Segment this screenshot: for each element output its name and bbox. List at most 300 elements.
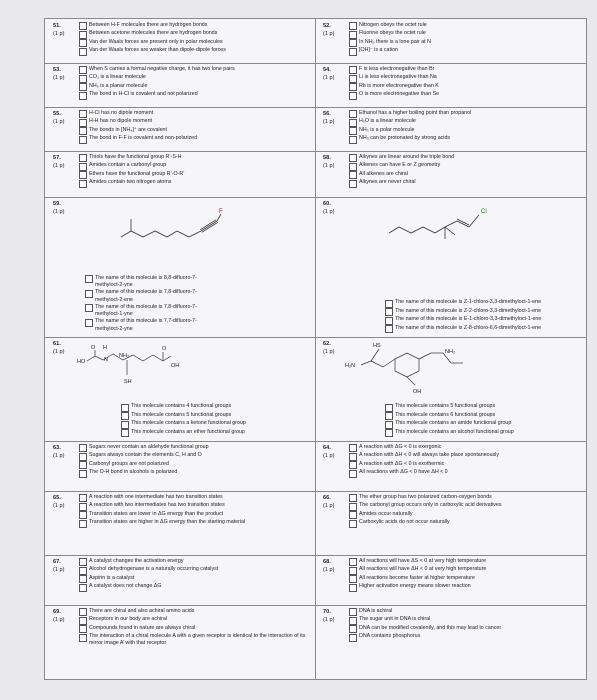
checkbox[interactable] (349, 154, 357, 162)
option-b[interactable] (349, 118, 582, 126)
checkbox[interactable] (79, 136, 87, 144)
checkbox[interactable] (349, 567, 357, 575)
checkbox[interactable] (85, 275, 93, 283)
option-a[interactable] (349, 494, 582, 502)
option-b[interactable] (79, 502, 311, 510)
question-row-55-56 (45, 107, 586, 152)
options-list (79, 66, 311, 100)
option-text: Alcohol dehydrogenase is a naturally occurring catalyst (89, 566, 219, 573)
option-text: The name of this molecule is 7,8-difluoro-7-methyloct-1-yne (95, 303, 197, 318)
option-text: All reactions with ΔG < 0 have ΔH < 0 (359, 469, 448, 476)
option-text: The bonds in [NH₄]⁺ are covalent (89, 126, 167, 133)
checkbox[interactable] (349, 92, 357, 100)
option-c[interactable] (79, 127, 311, 135)
checkbox[interactable] (349, 625, 357, 633)
checkbox[interactable] (349, 75, 357, 83)
checkbox[interactable] (349, 127, 357, 135)
option-c[interactable] (79, 39, 311, 47)
option-a[interactable] (79, 558, 311, 566)
option-a[interactable] (349, 110, 582, 118)
option-text: CO₂ is a linear molecule (89, 74, 146, 81)
question-number: 64. (323, 445, 331, 451)
option-text: Ethanol has a higher boiling point than propanol (359, 110, 472, 116)
checkbox[interactable] (121, 412, 129, 420)
option-b[interactable] (79, 74, 311, 82)
option-d[interactable] (79, 583, 311, 591)
checkbox[interactable] (79, 92, 87, 100)
options-list (79, 22, 311, 56)
option-a[interactable] (79, 110, 311, 118)
option-text: This molecule contains 4 functional groups (131, 403, 232, 410)
option-b[interactable] (79, 30, 311, 38)
label-nh2: NH₂ (445, 349, 456, 355)
option-text: A reaction with two intermediates has two transition states (89, 502, 225, 509)
options-list (85, 275, 215, 333)
checkbox[interactable] (79, 461, 87, 469)
checkbox[interactable] (349, 575, 357, 583)
option-text: A reaction with ΔG < 0 is exergonic (359, 444, 442, 450)
option-b[interactable] (79, 118, 311, 126)
option-d[interactable] (349, 179, 582, 187)
checkbox[interactable] (79, 520, 87, 528)
checkbox[interactable] (79, 453, 87, 461)
option-text: Van der Waals forces are present only in polar molecules (89, 38, 223, 45)
option-d[interactable] (349, 469, 582, 477)
option-a[interactable] (349, 154, 582, 162)
option-text: When S carries a formal negative charge, it has two lone pairs (89, 66, 235, 72)
options-list (79, 494, 311, 528)
question-52 (315, 19, 586, 63)
option-d[interactable] (349, 633, 582, 641)
question-points: (1 p) (323, 617, 335, 623)
option-c[interactable] (385, 420, 576, 428)
options-list (121, 403, 295, 437)
checkbox[interactable] (79, 608, 87, 616)
option-text: This molecule contains an alcohol functional group (395, 428, 514, 435)
option-text: A reaction with one intermediate has two transition states (89, 494, 223, 500)
option-text: Fluorine obeys the octet rule (359, 30, 426, 37)
options-list (349, 494, 582, 528)
checkbox[interactable] (79, 163, 87, 171)
molecule-structure-61 (75, 341, 225, 391)
checkbox[interactable] (85, 319, 93, 327)
atom-label-cl: Cl (481, 209, 487, 215)
option-c[interactable] (349, 461, 582, 469)
question-number: 62. (323, 341, 331, 347)
option-text: The name of this molecule is Z-8-chloro-6,6-dimethyloct-1-ene (395, 324, 542, 331)
checkbox[interactable] (85, 304, 93, 312)
question-57 (45, 151, 316, 197)
option-c[interactable] (79, 461, 311, 469)
option-text: This molecule contains a ketone functional group (131, 420, 246, 427)
question-65 (45, 491, 316, 555)
checkbox[interactable] (349, 22, 357, 30)
option-text: Ethers have the functional group R’-O-R’ (89, 170, 185, 177)
question-points: (1 p) (323, 349, 335, 355)
question-points: (1 p) (323, 31, 335, 37)
option-b[interactable] (85, 289, 215, 304)
question-number: 57. (53, 155, 61, 161)
checkbox[interactable] (85, 290, 93, 298)
checkbox[interactable] (385, 421, 393, 429)
option-text: All reactions become faster at higher temperature (359, 574, 476, 581)
option-d[interactable] (121, 429, 295, 437)
option-a[interactable] (385, 403, 576, 411)
checkbox[interactable] (79, 634, 87, 642)
checkbox[interactable] (349, 617, 357, 625)
options-list (385, 299, 546, 333)
option-c[interactable] (349, 127, 582, 135)
checkbox[interactable] (385, 412, 393, 420)
checkbox[interactable] (121, 429, 129, 437)
exam-sheet (44, 18, 587, 680)
label-hs: HS (373, 343, 381, 349)
question-67 (45, 555, 316, 605)
question-number: 60. (323, 201, 331, 207)
option-text: NH₃ can be protonated by strong acids (359, 135, 451, 142)
checkbox[interactable] (349, 461, 357, 469)
question-points: (1 p) (323, 163, 335, 169)
label-sh: SH (124, 379, 132, 385)
option-text: Transition states are lower in ΔG energy than the product (89, 510, 224, 517)
option-text: [OH]⁻ is a cation (359, 47, 399, 54)
option-b[interactable] (349, 74, 582, 82)
option-b[interactable] (79, 616, 311, 624)
option-text: A catalyst changes the activation energy (89, 558, 184, 564)
option-b[interactable] (349, 452, 582, 460)
option-b[interactable] (349, 616, 582, 624)
checkbox[interactable] (349, 558, 357, 566)
option-text: All alkenes are chiral (359, 170, 408, 177)
option-a[interactable] (349, 608, 582, 616)
question-61 (45, 337, 316, 441)
checkbox[interactable] (349, 634, 357, 642)
option-c[interactable] (79, 83, 311, 91)
checkbox[interactable] (349, 608, 357, 616)
option-c[interactable] (121, 420, 295, 428)
question-number: 51. (53, 23, 61, 29)
checkbox[interactable] (349, 511, 357, 519)
question-row-67-68 (45, 555, 586, 606)
question-points: (1 p) (53, 349, 65, 355)
question-number: 58. (323, 155, 331, 161)
option-d[interactable] (385, 325, 546, 333)
checkbox[interactable] (385, 300, 393, 308)
option-text: Sugars never contain an aldehyde functional group (89, 444, 209, 450)
option-c[interactable] (349, 625, 582, 633)
option-b[interactable] (385, 308, 546, 316)
option-b[interactable] (349, 30, 582, 38)
question-row-65-66 (45, 491, 586, 556)
checkbox[interactable] (79, 511, 87, 519)
option-b[interactable] (385, 412, 576, 420)
checkbox[interactable] (385, 308, 393, 316)
label-ho: HO (77, 359, 86, 365)
option-c[interactable] (349, 39, 582, 47)
question-points: (1 p) (53, 503, 65, 509)
option-c[interactable] (385, 316, 546, 324)
question-66 (315, 491, 586, 555)
question-row-51-52 (45, 19, 586, 64)
label-o-carbonyl: O (91, 345, 96, 351)
question-points: (1 p) (53, 617, 65, 623)
option-c[interactable] (349, 575, 582, 583)
question-number: 54. (323, 67, 331, 73)
option-text: The name of this molecule is Z-2-chloro-3,3-dimethyloct-1-ene (395, 307, 542, 314)
option-a[interactable] (79, 66, 311, 74)
label-oh: OH (413, 389, 422, 395)
question-points: (1 p) (323, 75, 335, 81)
option-text: Compounds found in nature are always chiral (89, 624, 196, 631)
option-a[interactable] (79, 22, 311, 30)
checkbox[interactable] (79, 66, 87, 74)
checkbox[interactable] (349, 66, 357, 74)
option-text: Between acetone molecules there are hydrogen bonds (89, 30, 218, 37)
checkbox[interactable] (349, 584, 357, 592)
option-d[interactable] (349, 91, 582, 99)
option-b[interactable] (79, 162, 311, 170)
option-a[interactable] (385, 299, 546, 307)
atom-label-f: F (219, 209, 223, 215)
option-a[interactable] (349, 444, 582, 452)
question-64 (315, 441, 586, 491)
checkbox[interactable] (79, 39, 87, 47)
question-number: 70. (323, 609, 331, 615)
option-a[interactable] (85, 275, 215, 290)
checkbox[interactable] (349, 494, 357, 502)
option-text: NH₃ is a planar molecule (89, 82, 148, 89)
option-a[interactable] (79, 494, 311, 502)
options-list (79, 558, 311, 592)
option-text: The bond in H-Cl is covalent and not polarized (89, 91, 198, 98)
option-a[interactable] (349, 66, 582, 74)
checkbox[interactable] (349, 136, 357, 144)
checkbox[interactable] (79, 584, 87, 592)
option-d[interactable] (385, 429, 576, 437)
label-o-acid: O (162, 346, 167, 352)
option-d[interactable] (79, 135, 311, 143)
option-d[interactable] (349, 47, 582, 55)
question-points: (1 p) (323, 119, 335, 125)
option-c[interactable] (349, 511, 582, 519)
option-b[interactable] (349, 502, 582, 510)
question-60 (315, 197, 586, 337)
option-text: A catalyst does not change ΔG (89, 583, 162, 590)
options-list (349, 22, 582, 56)
option-d[interactable] (349, 583, 582, 591)
option-c[interactable] (79, 625, 311, 633)
option-text: Alkynes are never chiral (359, 179, 416, 186)
checkbox[interactable] (349, 163, 357, 171)
checkbox[interactable] (385, 317, 393, 325)
option-text: Amides contain two nitrogen atoms (89, 179, 172, 186)
option-text: This molecule contains 6 functional groups (395, 411, 496, 418)
checkbox[interactable] (349, 520, 357, 528)
option-a[interactable] (349, 22, 582, 30)
option-c[interactable] (79, 575, 311, 583)
checkbox[interactable] (79, 154, 87, 162)
checkbox[interactable] (79, 617, 87, 625)
question-59 (45, 197, 316, 337)
checkbox[interactable] (349, 171, 357, 179)
checkbox[interactable] (79, 180, 87, 188)
checkbox[interactable] (79, 503, 87, 511)
label-h2n: H₂N (345, 363, 356, 369)
checkbox[interactable] (79, 110, 87, 118)
question-points: (1 p) (323, 503, 335, 509)
option-text: The interaction of a chiral molecule A with a given receptor is identical to the interaction of its mirror image A’ with that receptor (89, 633, 306, 647)
question-number: 56. (323, 111, 331, 117)
checkbox[interactable] (349, 110, 357, 118)
checkbox[interactable] (79, 127, 87, 135)
question-points: (1 p) (323, 567, 335, 573)
option-a[interactable] (79, 154, 311, 162)
checkbox[interactable] (79, 75, 87, 83)
checkbox[interactable] (79, 83, 87, 91)
option-d[interactable] (79, 91, 311, 99)
option-text: A reaction with ΔG < 0 is exothermic (359, 460, 445, 467)
question-63 (45, 441, 316, 491)
option-text: The carbonyl group occurs only in carboxylic acid derivatives (359, 502, 502, 509)
option-text: Receptors in our body are achiral (89, 616, 168, 623)
checkbox[interactable] (79, 444, 87, 452)
checkbox[interactable] (79, 48, 87, 56)
option-a[interactable] (349, 558, 582, 566)
option-a[interactable] (79, 608, 311, 616)
checkbox[interactable] (349, 39, 357, 47)
question-points: (1 p) (53, 453, 65, 459)
checkbox[interactable] (349, 503, 357, 511)
option-d[interactable] (349, 135, 582, 143)
option-c[interactable] (79, 171, 311, 179)
checkbox[interactable] (385, 325, 393, 333)
checkbox[interactable] (79, 625, 87, 633)
question-58 (315, 151, 586, 197)
checkbox[interactable] (349, 119, 357, 127)
checkbox[interactable] (349, 453, 357, 461)
question-70 (315, 605, 586, 679)
checkbox[interactable] (79, 119, 87, 127)
molecule-structure-62 (345, 339, 485, 397)
question-number: 55. (53, 111, 61, 117)
option-text: Rb is more electronegative than K (359, 82, 439, 89)
checkbox[interactable] (349, 48, 357, 56)
checkbox[interactable] (349, 470, 357, 478)
option-c[interactable] (85, 304, 215, 319)
option-text: H₂O is a linear molecule (359, 118, 416, 125)
option-text: DNA can be modified covalently, and this may lead to cancer (359, 624, 502, 631)
option-b[interactable] (349, 162, 582, 170)
checkbox[interactable] (79, 22, 87, 30)
option-text: There are chiral and also achiral amino acids (89, 608, 195, 614)
option-b[interactable] (79, 566, 311, 574)
checkbox[interactable] (385, 404, 393, 412)
checkbox[interactable] (79, 470, 87, 478)
question-row-61-62 (45, 337, 586, 442)
option-text: Sugars always contain the elements C, H and O (89, 452, 202, 459)
question-53 (45, 63, 316, 107)
question-number: 59. (53, 201, 61, 207)
option-c[interactable] (349, 171, 582, 179)
checkbox[interactable] (349, 444, 357, 452)
option-text: H-Cl has no dipole moment (89, 110, 154, 116)
option-text: This molecule contains 5 functional groups (131, 411, 232, 418)
options-list (79, 444, 311, 478)
question-row-53-54 (45, 63, 586, 108)
options-list (349, 110, 582, 144)
question-row-63-64 (45, 441, 586, 492)
question-points: (1 p) (323, 453, 335, 459)
option-d[interactable] (79, 469, 311, 477)
option-text: Li is less electronegative than Na (359, 74, 437, 81)
option-a[interactable] (79, 444, 311, 452)
option-text: All reactions will have ΔS < 0 at very high temperature (359, 558, 487, 564)
options-list (349, 444, 582, 478)
option-b[interactable] (121, 412, 295, 420)
option-text: Alkynes are linear around the triple bond (359, 154, 455, 160)
question-number: 68. (323, 559, 331, 565)
option-b[interactable] (79, 452, 311, 460)
question-points: (1 p) (53, 567, 65, 573)
option-a[interactable] (121, 403, 295, 411)
checkbox[interactable] (385, 429, 393, 437)
checkbox[interactable] (79, 575, 87, 583)
option-text: All reactions will have ΔH < 0 at very high temperature (359, 566, 487, 573)
question-number: 52. (323, 23, 331, 29)
question-points: (1 p) (53, 209, 65, 215)
option-text: Between H-F molecules there are hydrogen bonds (89, 22, 208, 28)
option-d[interactable] (79, 633, 311, 648)
label-n: N (104, 357, 108, 363)
option-text: Amides occur naturally (359, 510, 413, 517)
options-list (349, 154, 582, 188)
checkbox[interactable] (79, 31, 87, 39)
option-b[interactable] (349, 566, 582, 574)
question-55 (45, 107, 316, 151)
option-d[interactable] (79, 47, 311, 55)
option-text: NH₃ is a polar molecule (359, 126, 415, 133)
molecule-structure-60 (385, 203, 505, 243)
checkbox[interactable] (121, 421, 129, 429)
checkbox[interactable] (349, 83, 357, 91)
option-d[interactable] (79, 519, 311, 527)
option-text: Carbonyl groups are not polarized (89, 460, 169, 467)
question-number: 63. (53, 445, 61, 451)
option-c[interactable] (79, 511, 311, 519)
option-text: F is less electronegative than Br (359, 66, 435, 72)
checkbox[interactable] (79, 567, 87, 575)
question-row-69-70 (45, 605, 586, 679)
checkbox[interactable] (121, 404, 129, 412)
option-d[interactable] (85, 318, 215, 333)
option-text: The O-H bond in alcohols is polarized (89, 469, 178, 476)
checkbox[interactable] (79, 171, 87, 179)
option-c[interactable] (349, 83, 582, 91)
checkbox[interactable] (79, 558, 87, 566)
checkbox[interactable] (349, 180, 357, 188)
option-d[interactable] (79, 179, 311, 187)
question-56 (315, 107, 586, 151)
question-points: (1 p) (323, 209, 335, 215)
question-number: 65. (53, 495, 61, 501)
checkbox[interactable] (349, 31, 357, 39)
option-d[interactable] (349, 519, 582, 527)
option-text: Van der Waals forces are weaker than dipole-dipole forces (89, 47, 226, 54)
options-list (79, 110, 311, 144)
option-text: Higher activation energy means slower reaction (359, 583, 471, 590)
options-list (79, 608, 311, 648)
checkbox[interactable] (79, 494, 87, 502)
